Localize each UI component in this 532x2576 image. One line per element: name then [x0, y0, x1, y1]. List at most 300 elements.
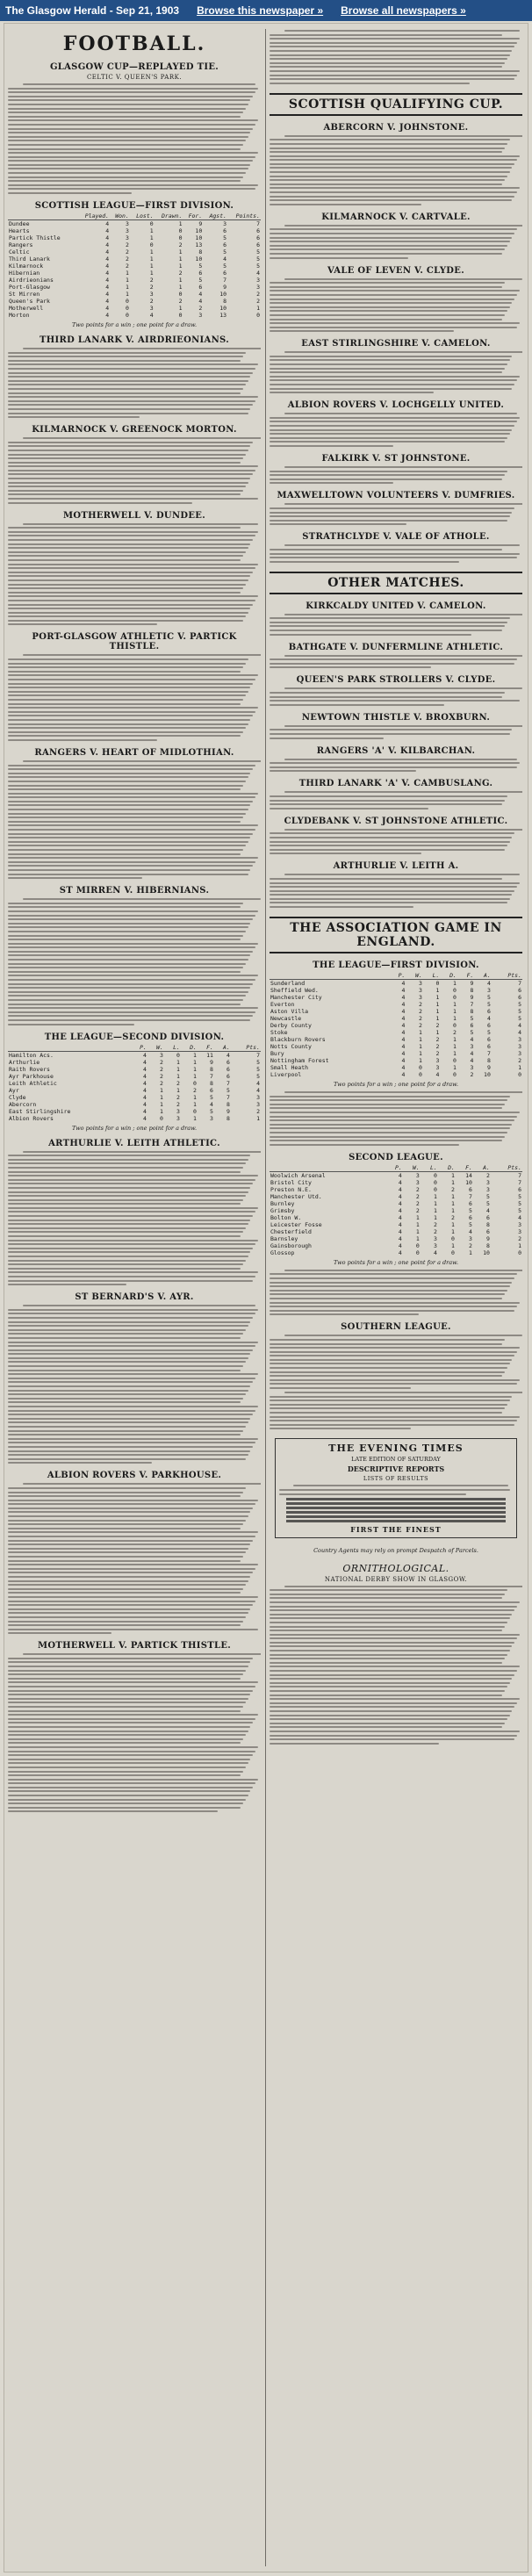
table-cell: 3	[209, 1114, 213, 1122]
table-cell: 3	[198, 312, 203, 320]
match-heading: ALBION ROVERS V. LOCHGELLY UNITED.	[287, 400, 505, 411]
text-line	[270, 159, 517, 161]
table-cell: St Mirren	[9, 291, 40, 299]
table-cell: 4	[256, 1079, 260, 1087]
table-row	[8, 255, 261, 263]
text-line	[270, 330, 454, 332]
browse-newspaper-link[interactable]: Browse this newspaper »	[197, 4, 324, 17]
text-line	[8, 1612, 248, 1614]
text-line	[270, 167, 512, 169]
text-line	[284, 278, 522, 280]
table-cell: 6	[486, 1008, 491, 1016]
table-cell: 1	[192, 1051, 197, 1059]
text-line	[270, 83, 470, 84]
text-line	[8, 1560, 241, 1562]
table-cell: 4	[398, 1220, 402, 1228]
table-cell: 0	[178, 312, 183, 320]
table-cell: 5	[486, 994, 491, 1002]
table-cell: Glossop	[270, 1248, 295, 1256]
text-line	[8, 739, 157, 741]
article-text	[270, 1392, 522, 1429]
text-line	[8, 1203, 241, 1205]
text-line	[8, 711, 255, 713]
browse-toolbar	[0, 0, 532, 21]
text-line	[270, 241, 510, 242]
league-first-note: Two points for a win ; one point for a draw.	[71, 321, 198, 329]
text-line	[8, 1167, 243, 1169]
table-cell: East Stirlingshire	[9, 1107, 71, 1115]
text-line	[8, 683, 253, 685]
text-line	[8, 1240, 258, 1241]
table-cell: 1	[160, 1093, 163, 1101]
text-line	[8, 703, 241, 705]
text-line	[270, 704, 444, 706]
text-line	[8, 951, 253, 953]
match-heading: THIRD LANARK V. AIRDRIEONIANS.	[40, 335, 229, 346]
column-header: F.	[198, 1044, 214, 1052]
column-header: D.	[438, 1164, 456, 1172]
table-cell: 5	[256, 248, 260, 256]
text-line	[8, 1629, 258, 1630]
text-line	[8, 547, 248, 549]
text-line	[8, 1807, 241, 1809]
text-line	[8, 1624, 241, 1626]
text-line	[8, 1738, 243, 1740]
text-line	[270, 257, 408, 259]
table-cell: 4	[401, 1064, 406, 1072]
text-line	[8, 1220, 250, 1221]
text-line	[8, 172, 246, 174]
table-cell: 4	[105, 284, 110, 291]
text-line	[270, 512, 512, 514]
table-cell: 2	[125, 255, 129, 263]
table-cell: 1	[419, 1043, 422, 1051]
table-header	[8, 1044, 261, 1052]
article-text	[270, 614, 522, 636]
table-cell: Morton	[9, 312, 30, 320]
text-line	[270, 882, 520, 884]
table-cell: 3	[518, 1036, 521, 1044]
table-cell: 0	[125, 312, 129, 320]
table-row	[8, 1094, 261, 1101]
text-line	[8, 833, 253, 835]
match-heading: ST MIRREN V. HIBERNIANS.	[59, 886, 210, 896]
table-row	[270, 980, 522, 988]
text-line	[8, 1698, 248, 1700]
table-cell: 5	[518, 1199, 521, 1207]
table-cell: 0	[452, 987, 457, 995]
column-header: Points.	[227, 212, 261, 220]
text-line	[8, 543, 250, 545]
table-cell: 6	[470, 1022, 474, 1030]
table-cell: 9	[470, 980, 474, 988]
text-line	[8, 975, 258, 976]
text-line	[8, 623, 157, 625]
table-cell: 5	[518, 1206, 521, 1214]
column-header: Pts.	[492, 972, 522, 980]
article-text	[8, 1653, 261, 1812]
text-line	[270, 322, 520, 324]
match-heading: BATHGATE V. DUNFERMLINE ATHLETIC.	[288, 642, 504, 652]
text-line	[23, 1483, 261, 1485]
table-row	[8, 305, 261, 312]
text-line	[8, 1337, 241, 1339]
text-line	[8, 1007, 258, 1009]
text-line	[270, 1706, 514, 1708]
text-line	[8, 1608, 250, 1610]
text-line	[270, 1428, 411, 1429]
table-cell: 1	[178, 220, 183, 228]
advert-footnote: Country Agents may rely on prompt Despatch of Parcels.	[313, 1546, 478, 1554]
text-line	[270, 1375, 502, 1377]
text-line	[8, 1678, 241, 1680]
text-line	[8, 1333, 243, 1335]
article-text	[270, 791, 522, 809]
match-heading: STRATHCLYDE V. VALE OF ATHOLE.	[302, 532, 490, 543]
text-line	[270, 179, 505, 181]
article-text	[8, 437, 261, 504]
table-row	[270, 1193, 522, 1200]
text-line	[8, 1751, 255, 1752]
table-cell: 5	[226, 1086, 230, 1094]
text-line	[270, 253, 502, 255]
text-line	[8, 1011, 255, 1013]
table-cell: 9	[470, 994, 474, 1002]
table-cell: 5	[198, 277, 203, 284]
column-header: L.	[421, 1164, 438, 1172]
text-line	[270, 1363, 510, 1364]
table-cell: 10	[219, 291, 227, 299]
text-line	[270, 429, 512, 431]
table-cell: 4	[256, 270, 260, 277]
advert-line: LISTS OF RESULTS	[363, 1475, 429, 1483]
table-cell: 3	[149, 291, 154, 299]
table-cell: 2	[470, 1071, 474, 1079]
table-cell: 0	[178, 227, 183, 235]
text-line	[8, 1576, 250, 1578]
text-line	[8, 1256, 248, 1257]
text-line	[270, 1416, 520, 1418]
eng-second-table	[270, 1164, 522, 1256]
table-cell: 6	[223, 270, 227, 277]
text-line	[8, 666, 243, 668]
table-cell: 10	[484, 1071, 491, 1079]
text-line	[270, 1614, 512, 1615]
text-line	[8, 445, 250, 447]
text-line	[270, 1609, 514, 1611]
table-cell: 1	[419, 1050, 422, 1058]
table-cell: 4	[401, 987, 406, 995]
table-cell: 0	[433, 1171, 437, 1179]
text-line	[270, 1642, 514, 1644]
table-cell: 2	[256, 298, 260, 306]
text-line	[8, 865, 253, 867]
text-line	[8, 1511, 250, 1513]
text-line	[8, 1592, 241, 1594]
text-line	[270, 1698, 520, 1700]
table-cell: 3	[486, 1178, 490, 1186]
match-heading: MAXWELLTOWN VOLUNTEERS V. DUMFRIES.	[277, 491, 515, 501]
text-line	[8, 1661, 250, 1663]
table-cell: 10	[195, 234, 203, 242]
table-row	[8, 270, 261, 277]
text-line	[23, 1653, 261, 1655]
article-text	[8, 760, 261, 879]
table-cell: Hamilton Acs.	[9, 1051, 54, 1059]
table-cell: 1	[176, 1072, 180, 1080]
text-line	[270, 384, 514, 385]
text-line	[270, 155, 520, 157]
text-line	[8, 1155, 250, 1156]
text-line	[270, 1735, 517, 1737]
text-line	[8, 735, 241, 737]
text-line	[270, 441, 505, 443]
table-row	[8, 1115, 261, 1122]
table-cell: 1	[433, 1192, 437, 1200]
text-line	[8, 1706, 243, 1708]
table-cell: Arthurlie	[9, 1058, 40, 1066]
text-line	[270, 368, 505, 370]
text-line	[8, 1810, 218, 1812]
table-cell: 9	[198, 220, 203, 228]
text-line	[270, 1412, 502, 1414]
column-header: P.	[389, 972, 406, 980]
table-cell: 0	[452, 994, 457, 1002]
article-text	[270, 1586, 522, 1745]
eng-second-heading: SECOND LEAGUE.	[349, 1152, 443, 1162]
table-cell: 2	[178, 241, 183, 249]
match-heading: RANGERS 'A' V. KILBARCHAN.	[316, 745, 476, 756]
section-masthead: FOOTBALL.	[62, 32, 206, 55]
table-cell: 2	[518, 1234, 521, 1242]
text-line	[270, 245, 507, 247]
table-cell: 7	[226, 1093, 230, 1101]
text-line	[8, 1378, 255, 1379]
text-line	[8, 1365, 243, 1367]
table-cell: 3	[518, 1043, 521, 1051]
table-cell: 2	[415, 1192, 420, 1200]
text-line	[270, 1298, 502, 1299]
column-header: W.	[406, 972, 422, 980]
table-cell: 1	[433, 1199, 437, 1207]
text-line	[8, 579, 248, 581]
text-line	[8, 1268, 241, 1270]
table-cell: 4	[143, 1107, 147, 1115]
text-line	[8, 959, 248, 961]
table-cell: 3	[486, 987, 491, 995]
table-cell: Small Heath	[270, 1064, 309, 1072]
text-line	[8, 715, 253, 716]
table-cell: 0	[256, 312, 260, 320]
table-cell: Manchester City	[270, 994, 322, 1002]
table-cell: 2	[486, 1171, 490, 1179]
text-line	[270, 1678, 512, 1680]
league-first-table	[8, 212, 261, 319]
table-cell: 8	[226, 1114, 230, 1122]
text-line	[8, 691, 248, 693]
text-line	[8, 723, 248, 725]
text-line	[8, 1601, 255, 1602]
text-line	[8, 707, 258, 709]
text-line	[8, 1759, 250, 1760]
text-line	[8, 555, 243, 557]
text-line	[8, 1280, 253, 1282]
table-cell: 1	[518, 1064, 521, 1072]
text-line	[270, 286, 502, 288]
table-cell: Airdrieonians	[9, 277, 54, 284]
text-line	[270, 151, 502, 153]
table-cell: 5	[256, 1058, 260, 1066]
article-text	[8, 1305, 261, 1464]
text-line	[8, 96, 253, 97]
text-line	[270, 617, 510, 619]
text-line	[270, 520, 507, 522]
text-line	[270, 356, 512, 357]
table-cell: 1	[450, 1192, 455, 1200]
text-line	[8, 490, 243, 492]
text-line	[8, 796, 255, 798]
table-cell: 10	[483, 1248, 490, 1256]
text-line	[270, 371, 502, 373]
text-line	[8, 1742, 241, 1744]
table-cell: Bolton W.	[270, 1213, 302, 1221]
text-line	[8, 910, 258, 912]
table-cell: 4	[105, 234, 110, 242]
table-cell: 3	[149, 305, 154, 313]
table-cell: 4	[105, 291, 110, 299]
table-cell: 4	[143, 1093, 147, 1101]
browse-all-newspapers-link[interactable]: Browse all newspapers »	[341, 4, 466, 17]
table-cell: 1	[192, 1072, 197, 1080]
table-cell: 4	[401, 1029, 406, 1037]
table-cell: 4	[401, 1008, 406, 1016]
text-line	[8, 1004, 241, 1005]
table-row	[270, 1200, 522, 1207]
text-line	[284, 413, 517, 414]
article-text	[270, 503, 522, 525]
text-line	[270, 314, 505, 316]
text-line	[8, 1183, 253, 1184]
text-line	[8, 1540, 253, 1542]
table-cell: 4	[105, 305, 110, 313]
table-cell: Chesterfield	[270, 1227, 312, 1235]
text-line	[8, 1771, 243, 1773]
text-line	[8, 1802, 243, 1804]
table-cell: Clyde	[9, 1093, 26, 1101]
text-line	[8, 963, 246, 965]
text-line	[270, 1379, 520, 1381]
text-line	[8, 1271, 258, 1273]
text-line	[270, 853, 421, 854]
text-line	[8, 983, 253, 985]
article-text	[270, 759, 522, 773]
text-line	[270, 183, 502, 185]
text-line	[270, 310, 507, 312]
text-line	[8, 1774, 241, 1776]
text-line	[270, 1359, 512, 1361]
text-line	[8, 615, 246, 617]
table-row	[270, 1008, 522, 1015]
column-header: D.	[440, 972, 457, 980]
match-heading: CLYDEBANK V. ST JOHNSTONE ATHLETIC.	[284, 816, 508, 826]
text-line	[8, 1734, 246, 1736]
table-cell: 4	[105, 220, 110, 228]
table-cell: 1	[433, 1213, 437, 1221]
text-line	[270, 139, 510, 140]
text-line	[8, 551, 246, 553]
table-cell: 4	[209, 1100, 213, 1108]
table-cell: 4	[398, 1248, 402, 1256]
column-header: For.	[183, 212, 203, 220]
table-row	[270, 987, 522, 994]
text-line	[270, 738, 384, 739]
text-line	[8, 1564, 258, 1565]
text-line	[8, 144, 243, 146]
text-line	[8, 1171, 241, 1173]
text-line	[8, 1309, 258, 1311]
table-row	[270, 1171, 522, 1179]
text-line	[270, 1099, 507, 1101]
text-line	[8, 396, 258, 398]
text-line	[8, 1442, 255, 1443]
text-line	[270, 800, 505, 802]
text-line	[23, 83, 255, 85]
article-text	[270, 655, 522, 669]
text-line	[8, 1401, 241, 1403]
table-cell: 3	[256, 1093, 260, 1101]
table-cell: 1	[125, 284, 129, 291]
table-cell: 2	[176, 1100, 180, 1108]
text-line	[8, 498, 258, 500]
text-line	[8, 1487, 246, 1489]
text-line	[270, 1367, 507, 1369]
table-cell: 9	[223, 284, 227, 291]
table-cell: 0	[433, 1185, 437, 1193]
text-line	[8, 1767, 246, 1768]
text-line	[270, 553, 520, 555]
table-row	[8, 291, 261, 298]
table-header	[270, 972, 522, 980]
table-cell: Derby County	[270, 1022, 312, 1030]
text-line	[270, 886, 517, 888]
text-line	[8, 943, 258, 945]
text-line	[8, 1381, 253, 1383]
match-heading: KILMARNOCK V. CARTVALE.	[321, 212, 471, 222]
match-heading: MOTHERWELL V. PARTICK THISTLE.	[37, 1641, 232, 1651]
text-line	[284, 725, 522, 727]
table-row	[270, 1179, 522, 1186]
text-line	[8, 612, 248, 614]
table-row	[8, 1108, 261, 1115]
table-cell: 6	[198, 270, 203, 277]
table-cell: 2	[469, 1241, 472, 1249]
article-text	[8, 654, 261, 740]
table-cell: 1	[450, 1241, 455, 1249]
advert-line: LATE EDITION OF SATURDAY	[351, 1456, 441, 1464]
text-line	[270, 1277, 514, 1279]
text-line	[8, 1782, 255, 1784]
text-line	[8, 152, 258, 154]
text-line	[8, 1317, 253, 1319]
table-cell: 6	[486, 1043, 491, 1051]
text-line	[270, 1371, 505, 1373]
article-text	[270, 413, 522, 447]
text-line	[8, 1162, 246, 1164]
table-cell: 6	[469, 1185, 472, 1193]
text-line	[8, 1390, 248, 1392]
text-line	[8, 408, 250, 410]
table-cell: Celtic	[9, 248, 30, 256]
